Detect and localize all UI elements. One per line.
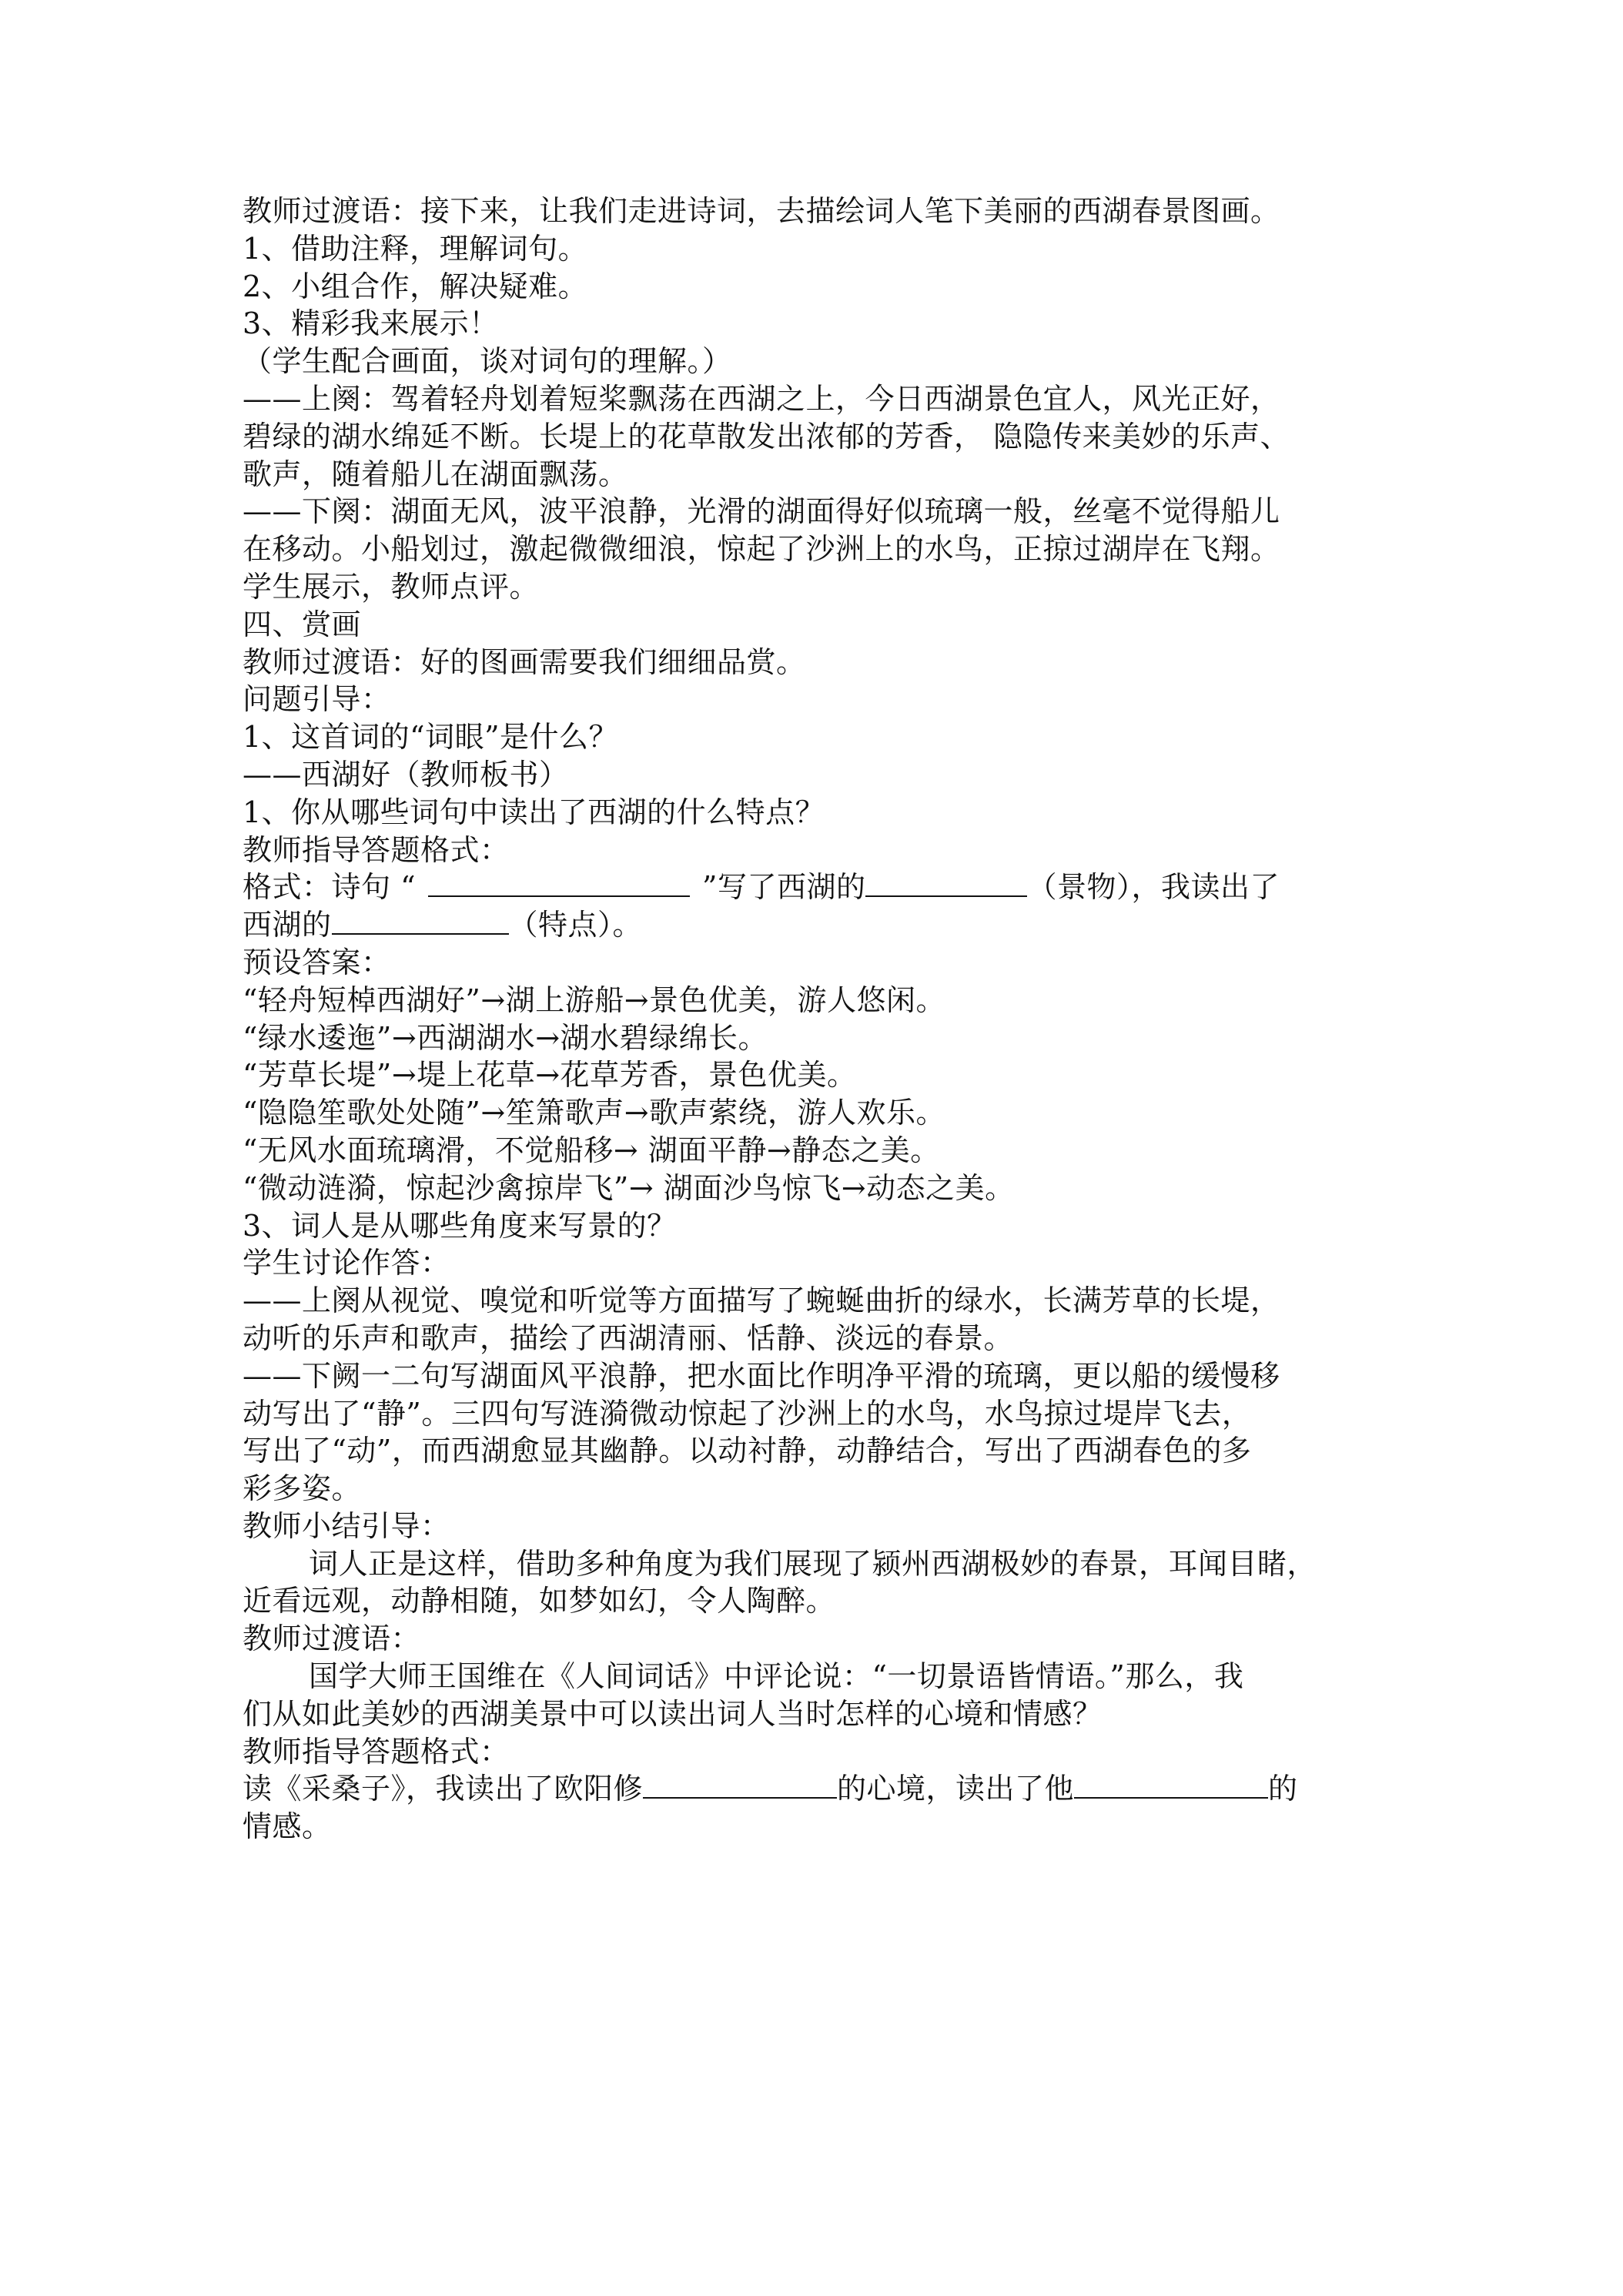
- verse-blank: [428, 869, 690, 897]
- text-line: 预设答案：: [243, 945, 391, 979]
- text-line: 教师过渡语：接下来，让我们走进诗词，去描绘词人笔下美丽的西湖春景图画。: [243, 194, 1280, 228]
- text-line: 教师指导答题格式：: [243, 1734, 510, 1769]
- answer-format-line: [243, 906, 1413, 944]
- answer-item: “轻舟短棹西湖好”→湖上游船→景色优美，游人悠闲。: [243, 982, 946, 1017]
- scene-blank: [865, 869, 1027, 897]
- text-line: 歌声，随着船儿在湖面飘荡。: [243, 457, 628, 491]
- text-line: 们从如此美妙的西湖美景中可以读出词人当时怎样的心境和情感？: [243, 1696, 1103, 1731]
- text-line: ——上阕从视觉、嗅觉和听觉等方面描写了蜿蜒曲折的绿水，长满芳草的长堤，: [243, 1284, 1280, 1318]
- text-line: 动听的乐声和歌声，描绘了西湖清丽、恬静、淡远的春景。: [243, 1320, 1014, 1355]
- format-prefix: 读《采桑子》，我读出了欧阳修: [243, 1772, 644, 1806]
- format-middle: ”写了西湖的: [702, 870, 866, 905]
- text-line: （学生配合画面，谈对词句的理解。）: [243, 344, 732, 379]
- text-line: 写出了“动”，而西湖愈显其幽静。以动衬静，动静结合，写出了西湖春色的多: [243, 1434, 1252, 1468]
- format-prefix: 西湖的: [243, 908, 332, 942]
- answer-item: “绿水逶迤”→西湖湖水→湖水碧绿绵长。: [243, 1020, 768, 1055]
- text-line: ——下阕：湖面无风，波平浪静，光滑的湖面得好似琉璃一般，丝毫不觉得船儿: [243, 494, 1280, 529]
- text-line: 国学大师王国维在《人间词话》中评论说：“一切景语皆情语。”那么，我: [309, 1659, 1244, 1694]
- text-line: ——上阕：驾着轻舟划着短桨飘荡在西湖之上，今日西湖景色宜人，风光正好，: [243, 381, 1280, 416]
- list-item: 3、词人是从哪些角度来写景的？: [243, 1208, 677, 1243]
- feature-blank: [332, 907, 509, 935]
- list-item: 2、小组合作，解决疑难。: [243, 269, 588, 303]
- mood-blank: [643, 1771, 837, 1799]
- text-line: 学生讨论作答：: [243, 1246, 450, 1280]
- list-item: 1、借助注释，理解词句。: [243, 231, 588, 266]
- text-line: 动写出了“静”。三四句写涟漪微动惊起了沙洲上的水鸟，水鸟掠过堤岸飞去，: [243, 1396, 1252, 1431]
- answer-item: “芳草长堤”→堤上花草→花草芳香，景色优美。: [243, 1058, 857, 1093]
- text-line: 情感。: [243, 1809, 332, 1844]
- format-prefix: 格式：诗句 “: [243, 870, 417, 905]
- text-line: 近看远观，动静相随，如梦如幻，令人陶醉。: [243, 1584, 836, 1618]
- text-line: 教师小结引导：: [243, 1508, 450, 1543]
- format-suffix: （特点）。: [508, 908, 643, 942]
- answer-item: “微动涟漪，惊起沙禽掠岸飞”→ 湖面沙鸟惊飞→动态之美。: [243, 1170, 1015, 1205]
- text-line: 教师指导答题格式：: [243, 832, 510, 867]
- text-line: 碧绿的湖水绵延不断。长堤上的花草散发出浓郁的芳香， 隐隐传来美妙的乐声、: [243, 419, 1290, 454]
- text-line: 教师过渡语：好的图画需要我们细细品赏。: [243, 644, 806, 679]
- format-suffix: （景物），我读出了: [1027, 870, 1280, 905]
- text-line: ——西湖好（教师板书）: [243, 757, 569, 792]
- text-line: 彩多姿。: [243, 1471, 362, 1506]
- text-line: 学生展示，教师点评。: [243, 569, 540, 604]
- answer-format-line: [243, 869, 1413, 906]
- answer-item: “隐隐笙歌处处随”→笙箫歌声→歌声萦绕，游人欢乐。: [243, 1096, 946, 1130]
- section-heading: 四、赏画: [243, 607, 362, 641]
- text-line: 问题引导：: [243, 682, 391, 717]
- list-item: 3、精彩我来展示！: [243, 306, 499, 341]
- document-page: [243, 192, 1413, 2071]
- answer-format-line: [243, 1770, 1413, 1808]
- text-line: ——下阙一二句写湖面风平浪静，把水面比作明净平滑的琉璃，更以船的缓慢移: [243, 1358, 1280, 1393]
- list-item: 1、你从哪些词句中读出了西湖的什么特点？: [243, 795, 825, 829]
- text-line: 在移动。小船划过，激起微微细浪，惊起了沙洲上的水鸟，正掠过湖岸在飞翔。: [243, 532, 1280, 567]
- format-middle: 的心境，读出了他: [837, 1772, 1075, 1806]
- emotion-blank: [1074, 1771, 1268, 1799]
- text-line: 词人正是这样，借助多种角度为我们展现了颍州西湖极妙的春景，耳闻目睹，: [309, 1546, 1317, 1581]
- text-line: 教师过渡语：: [243, 1622, 421, 1656]
- answer-item: “无风水面琉璃滑，不觉船移→ 湖面平静→静态之美。: [243, 1133, 940, 1167]
- list-item: 1、这首词的“词眼”是什么？: [243, 720, 619, 755]
- format-suffix: 的: [1268, 1772, 1298, 1806]
